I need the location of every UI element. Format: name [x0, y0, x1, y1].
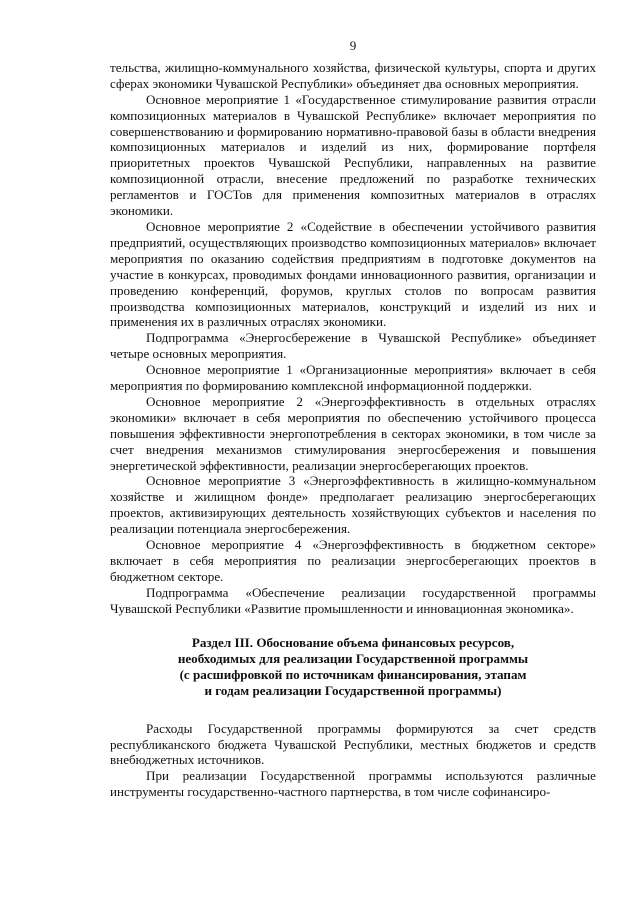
paragraph: тельства, жилищно-коммунального хозяйства, физической культуры, спорта и других сферах экономики Чувашской Республики» объединяет два основных мероприятия. [110, 59, 596, 91]
paragraph: Основное мероприятие 3 «Энергоэффективность в жилищно-коммунальном хозяйстве и жилищном фонде» предполагает реализацию энергосберегающих проектов, активизирующих деятельность хозяйствующих субъектов и населения по реализации потенциала энергосбережения. [110, 473, 596, 537]
body-text-top [110, 60, 596, 617]
section-heading-line: необходимых для реализации Государственной программы [177, 650, 529, 666]
section-heading [110, 635, 596, 699]
paragraph: Основное мероприятие 2 «Содействие в обеспечении устойчивого развития предприятий, осуществляющих производство композиционных материалов» включает мероприятия по оказанию содействия предприятиям в подготовке документов на участие в конкурсах, проводимых фондами инновационного развития, организации и проведению конференций, форумов, круглых столов по вопросам развития производства композиционных материалов, конструкций и изделий из них и применения их в различных отраслях экономики. [110, 218, 596, 330]
section-heading-line: и годам реализации Государственной программы) [204, 682, 502, 698]
paragraph: Основное мероприятие 1 «Организационные мероприятия» включает в себя мероприятия по формированию комплексной информационной поддержки. [110, 362, 596, 394]
paragraph: Основное мероприятие 2 «Энергоэффективность в отдельных отраслях экономики» включает в себя мероприятия по обеспечению устойчивого процесса повышения эффективности энергопотребления в секторах экономики, в том числе за счет внедрения механизмов стимулирования энергосбережения и повышения энергетической эффективности, реализации энергосберегающих проектов. [110, 393, 596, 473]
paragraph: Расходы Государственной программы формируются за счет средств республиканского бюджета Чувашской Республики, местных бюджетов и средств внебюджетных источников. [110, 720, 596, 768]
body-text-bottom [110, 721, 596, 801]
paragraph: Основное мероприятие 4 «Энергоэффективность в бюджетном секторе» включает в себя мероприятия по реализации энергосберегающих проектов в бюджетном секторе. [110, 537, 596, 584]
paragraph: При реализации Государственной программы используются различные инструменты государственно-частного партнерства, в том числе софинансиро- [110, 768, 596, 800]
paragraph: Основное мероприятие 1 «Государственное стимулирование развития отрасли композиционных материалов в Чувашской Республике» включает мероприятия по совершенствованию и формированию нормативно-правовой базы в области внедрения композиционных материалов и изделий из них, формирование портфеля приоритетных проектов Чувашской Республики, направленных на развитие композиционной отрасли, внесение предложений по разработке технических регламентов и ГОСТов для применения композитных материалов в отраслях экономики. [110, 91, 596, 219]
paragraph: Подпрограмма «Энергосбережение в Чувашской Республике» объединяет четыре основных мероприятия. [110, 330, 596, 362]
page-number: 9 [349, 38, 357, 53]
section-heading-line: (с расшифровкой по источникам финансирования, этапам [179, 666, 527, 682]
paragraph: Подпрограмма «Обеспечение реализации государственной программы Чувашской Республики «Развитие промышленности и инновационная экономика». [110, 584, 596, 616]
section-heading-line: Раздел III. Обоснование объема финансовых ресурсов, [191, 634, 515, 650]
